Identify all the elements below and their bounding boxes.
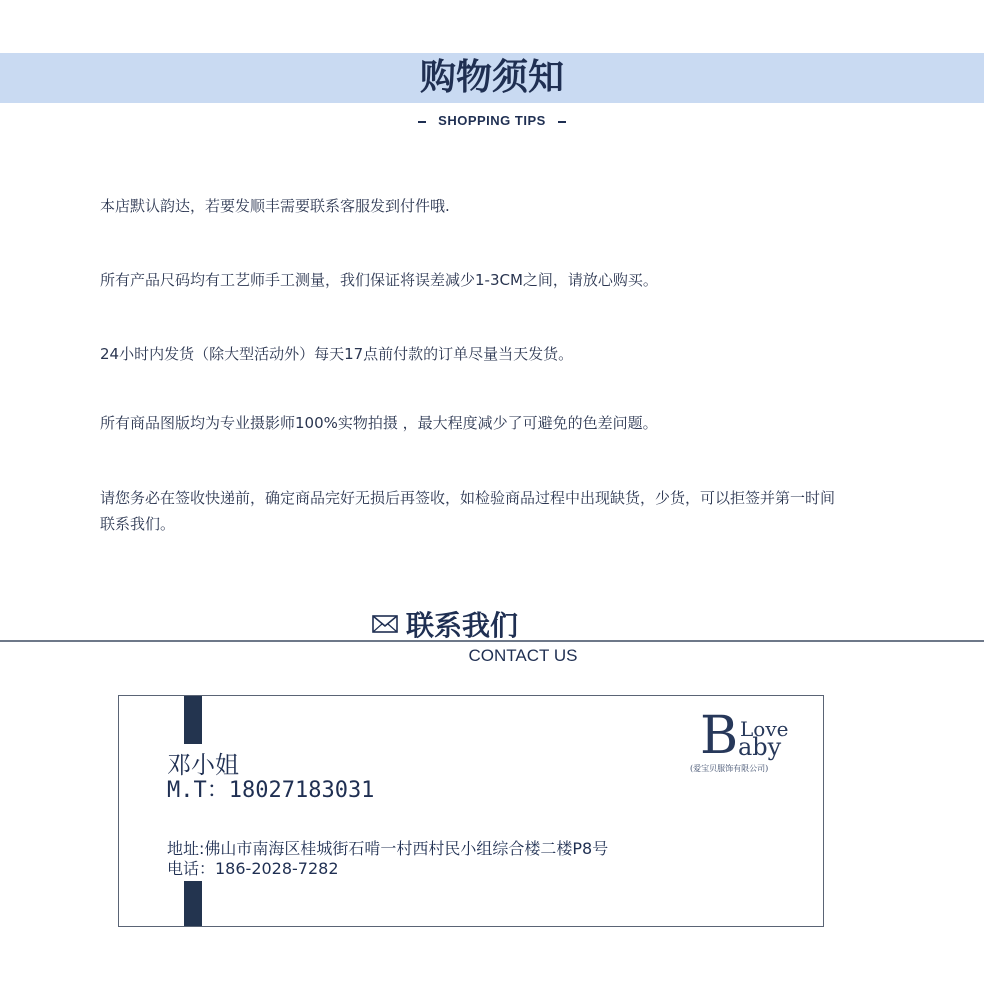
dash-left (418, 121, 426, 123)
logo-aby: aby (738, 733, 782, 761)
page-subtitle (0, 113, 984, 128)
card-accent-bar-bottom (184, 881, 202, 926)
page-title: 购物须知 (419, 57, 564, 98)
contact-mobile: M.T：18027183031 (167, 778, 375, 803)
contact-heading (372, 604, 518, 644)
envelope-icon (372, 614, 398, 634)
tip-shipping: 本店默认韵达，若要发顺丰需要联系客服发到付件哦. (100, 197, 450, 215)
contact-address: 地址:佛山市南海区桂城街石啃一村西村民小组综合楼二楼P8号 (167, 839, 609, 858)
tip-photos: 所有商品图版均为专业摄影师100%实物拍摄 ，最大程度减少了可避免的色差问题。 (100, 414, 658, 432)
card-accent-bar-top (184, 696, 202, 744)
contact-subtitle: CONTACT US (468, 646, 578, 665)
contact-name: 邓小姐 (167, 751, 239, 779)
tip-inspection: 请您务必在签收快递前，确定商品完好无损后再签收，如检验商品过程中出现缺货，少货，可以拒签并第一时间联系我们。 (100, 489, 836, 533)
dash-right (558, 121, 566, 123)
logo-love: Love (740, 717, 789, 741)
subtitle-text: SHOPPING TIPS (438, 113, 546, 128)
tip-sizing: 所有产品尺码均有工艺师手工测量，我们保证将误差减少1-3CM之间，请放心购买。 (100, 271, 658, 289)
tip-dispatch: 24小时内发货（除大型活动外）每天17点前付款的订单尽量当天发货。 (100, 345, 574, 363)
contact-title: 联系我们 (406, 609, 519, 642)
contact-phone: 电话：186-2028-7282 (167, 859, 339, 878)
logo-company-name: (爱宝贝服饰有限公司) (690, 764, 769, 773)
logo-letter-b: B (700, 706, 739, 766)
